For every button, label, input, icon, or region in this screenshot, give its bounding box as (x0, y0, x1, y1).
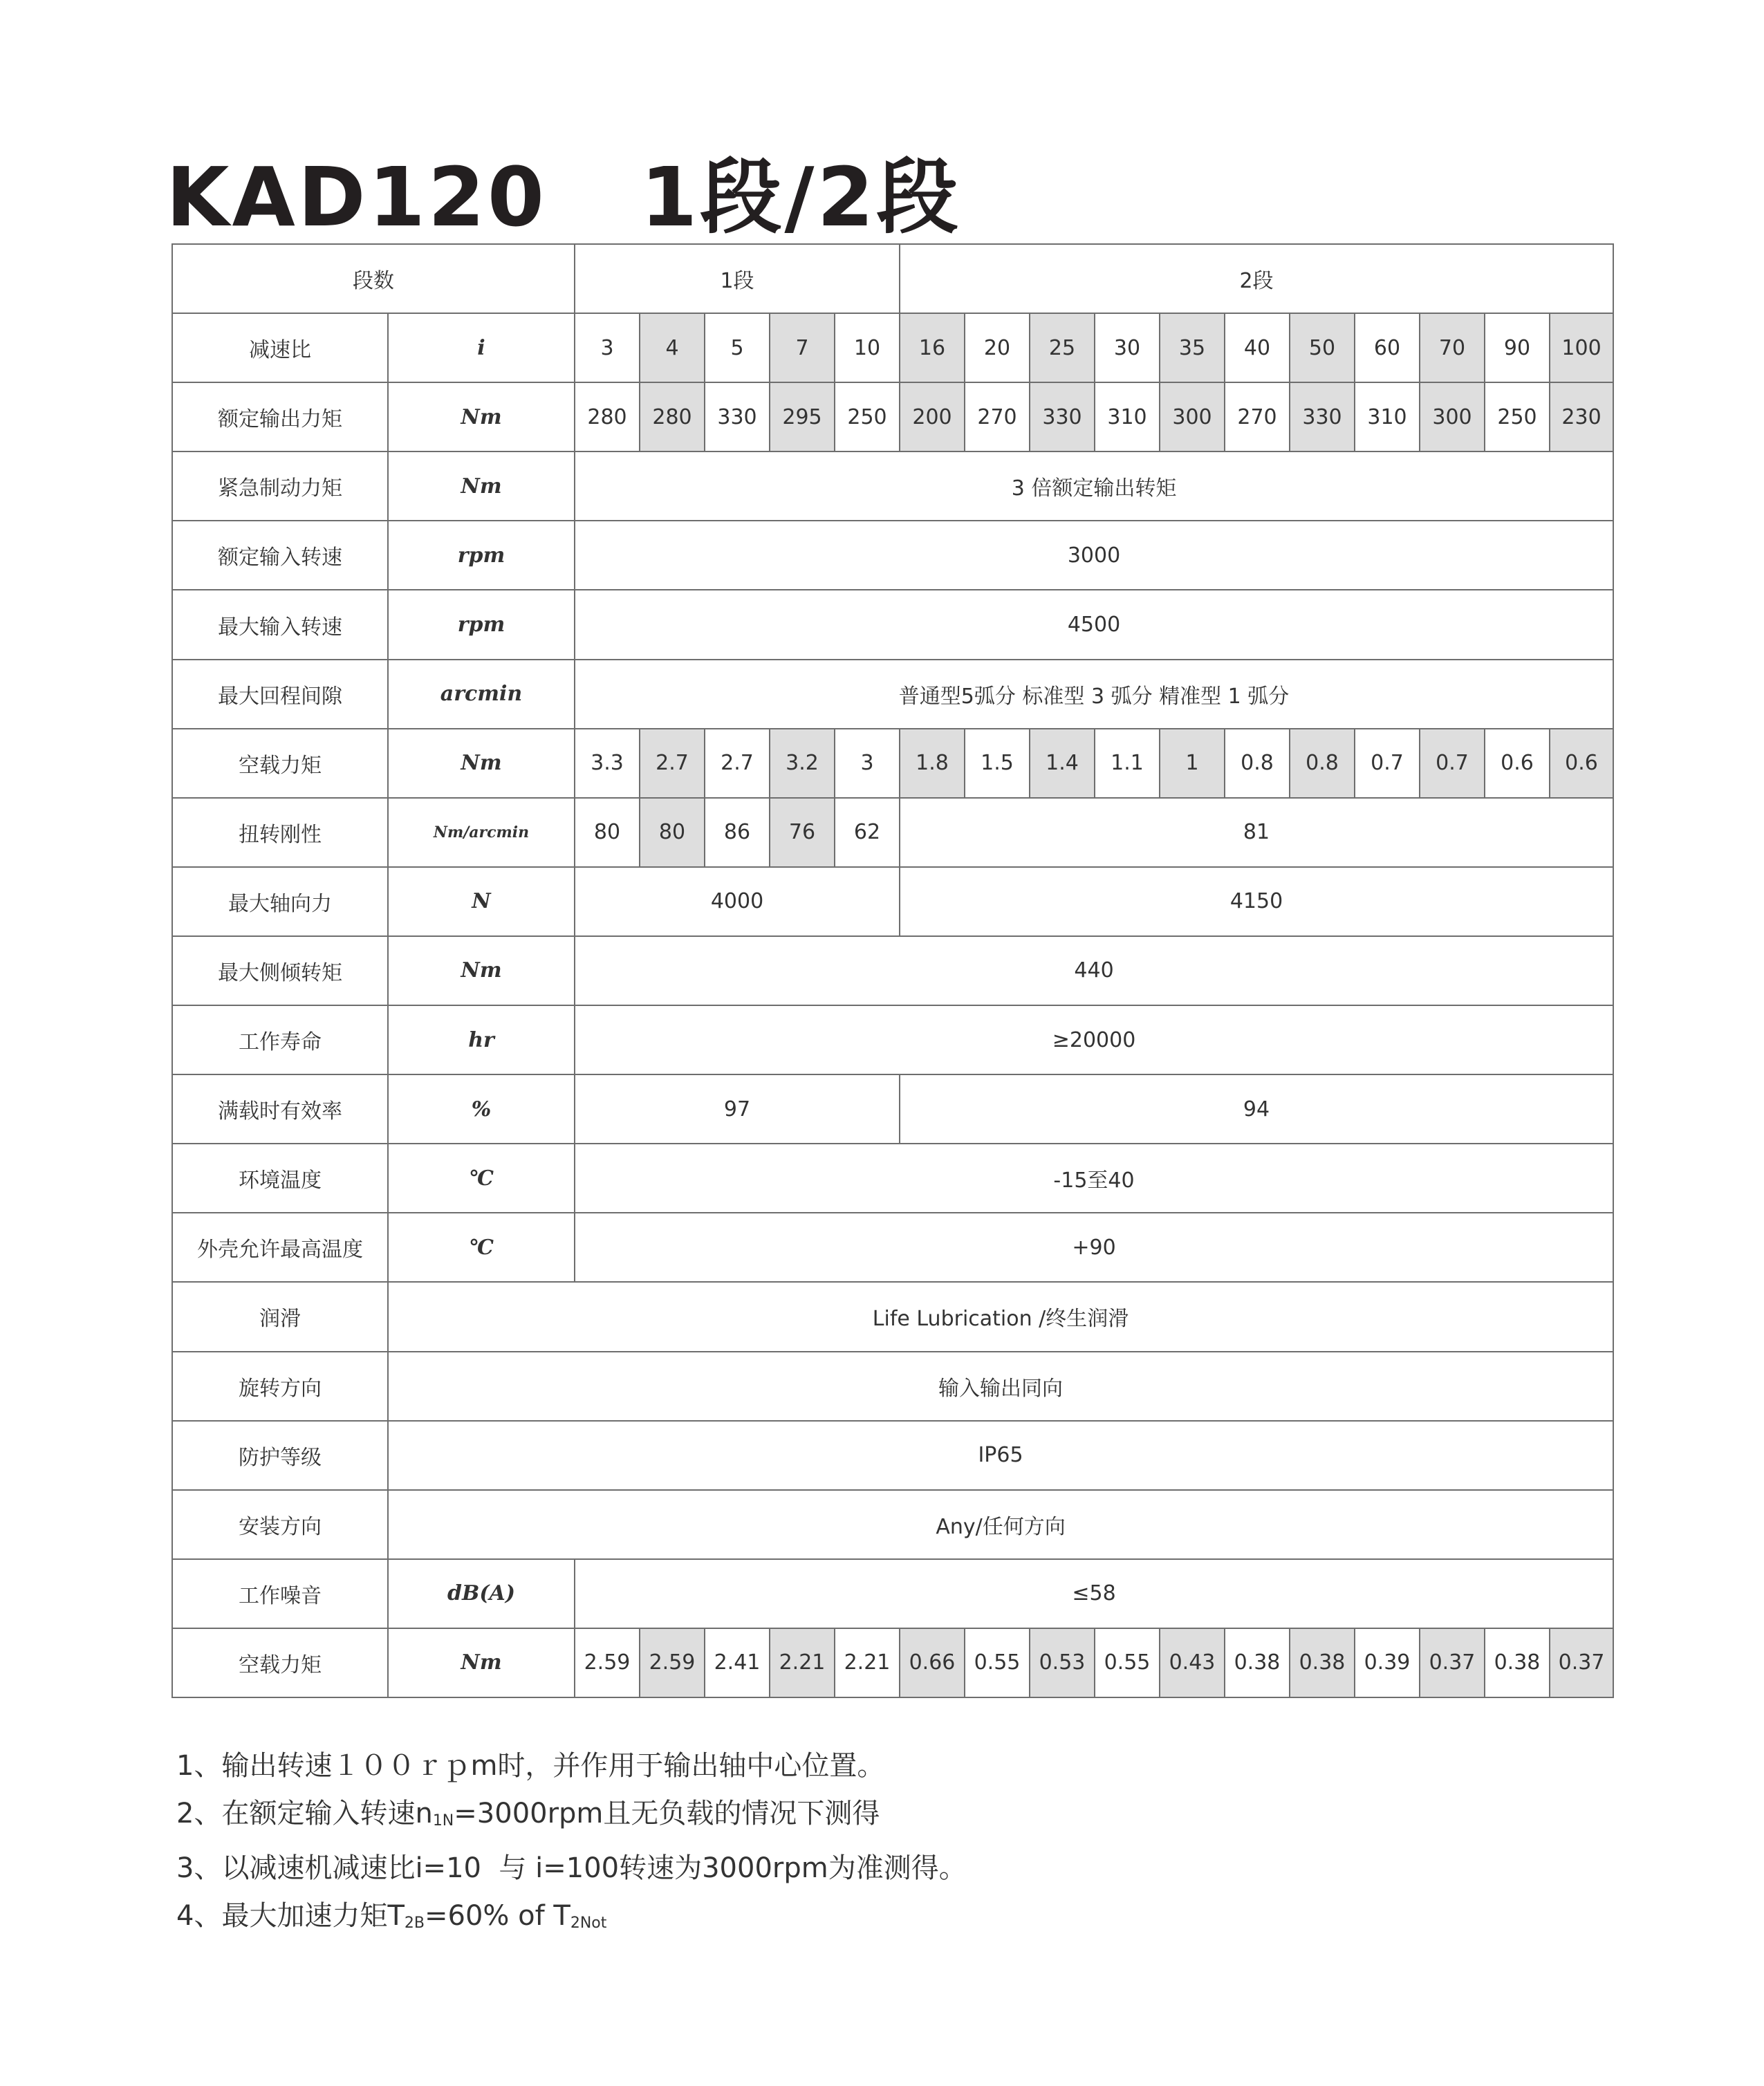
unit-cell: Nm (388, 936, 575, 1005)
value-cell: 0.7 (1420, 729, 1485, 798)
value-cell: 0.37 (1420, 1628, 1485, 1697)
row-label: 满载时有效率 (172, 1074, 388, 1144)
value-cell: Any/任何方向 (388, 1490, 1613, 1559)
value-cell: 0.55 (965, 1628, 1030, 1697)
footnote-2 (176, 1790, 967, 1845)
value-cell: 300 (1160, 382, 1225, 451)
header-row (172, 244, 1613, 313)
value-cell: 250 (835, 382, 900, 451)
row-label: 额定输入转速 (172, 521, 388, 590)
value-cell: 普通型5弧分 标准型 3 弧分 精准型 1 弧分 (575, 660, 1613, 729)
value-cell: 440 (575, 936, 1613, 1005)
value-cell: 270 (1225, 382, 1290, 451)
value-cell: 40 (1225, 313, 1290, 382)
row-backlash (172, 660, 1613, 729)
row-label: 工作寿命 (172, 1005, 388, 1074)
value-cell: IP65 (388, 1421, 1613, 1490)
value-cell: 300 (1420, 382, 1485, 451)
unit-cell: hr (388, 1005, 575, 1074)
row-label: 扭转刚性 (172, 798, 388, 867)
footnote-3: 3、以减速机减速比i=10 与 i=100转速为3000rpm为准测得。 (176, 1852, 967, 1884)
row-noise (172, 1559, 1613, 1628)
unit-cell: N (388, 867, 575, 936)
value-cell: 0.38 (1225, 1628, 1290, 1697)
value-cell: 1.4 (1030, 729, 1095, 798)
value-cell: 80 (575, 798, 640, 867)
unit-cell: % (388, 1074, 575, 1144)
row-max-housing-temp (172, 1213, 1613, 1282)
unit-cell: Nm (388, 729, 575, 798)
value-cell: 输入输出同向 (388, 1352, 1613, 1421)
value-cell: 250 (1485, 382, 1550, 451)
footnote-4-subscript-2: 2Not (570, 1915, 607, 1932)
value-cell: 0.38 (1290, 1628, 1355, 1697)
value-cell: 0.8 (1290, 729, 1355, 798)
value-cell: 2.59 (640, 1628, 705, 1697)
footnote-1: 1、输出转速１００ｒｐm时，并作用于输出轴中心位置。 (176, 1750, 885, 1782)
row-label: 润滑 (172, 1282, 388, 1351)
stage2-header: 2段 (900, 244, 1613, 313)
value-cell: 50 (1290, 313, 1355, 382)
footnote-4-text: 4、最大加速力矩T (176, 1900, 405, 1932)
row-max-tilting-torque (172, 936, 1613, 1005)
row-label: 空载力矩 (172, 729, 388, 798)
footnote-2-subscript: 1N (432, 1812, 454, 1829)
row-label: 安装方向 (172, 1490, 388, 1559)
unit-cell: ℃ (388, 1144, 575, 1213)
value-cell: 2.7 (640, 729, 705, 798)
value-cell: 2.41 (705, 1628, 770, 1697)
row-label: 紧急制动力矩 (172, 451, 388, 521)
value-cell: 2.21 (770, 1628, 835, 1697)
value-cell: 0.43 (1160, 1628, 1225, 1697)
unit-cell: rpm (388, 590, 575, 659)
value-cell: Life Lubrication /终生润滑 (388, 1282, 1613, 1351)
value-cell: -15至40 (575, 1144, 1613, 1213)
value-cell: 3 倍额定输出转矩 (575, 451, 1613, 521)
value-cell: 0.37 (1550, 1628, 1613, 1697)
value-cell: 0.55 (1095, 1628, 1160, 1697)
row-label: 最大回程间隙 (172, 660, 388, 729)
value-cell: 90 (1485, 313, 1550, 382)
row-label: 空载力矩 (172, 1628, 388, 1697)
value-cell: 280 (575, 382, 640, 451)
value-cell: 3.3 (575, 729, 640, 798)
row-max-axial-force (172, 867, 1613, 936)
value-cell: 25 (1030, 313, 1095, 382)
value-cell: 1.8 (900, 729, 965, 798)
value-cell: 295 (770, 382, 835, 451)
row-rated-torque (172, 382, 1613, 451)
value-cell-stage2: 94 (900, 1074, 1613, 1144)
row-torsional-rigidity (172, 798, 1613, 867)
row-label: 额定输出力矩 (172, 382, 388, 451)
value-cell: 330 (705, 382, 770, 451)
value-cell: 0.39 (1355, 1628, 1420, 1697)
value-cell: 2.59 (575, 1628, 640, 1697)
value-cell: 3000 (575, 521, 1613, 590)
value-cell: 0.8 (1225, 729, 1290, 798)
row-label: 最大侧倾转矩 (172, 936, 388, 1005)
unit-cell: Nm (388, 1628, 575, 1697)
unit-cell: Nm (388, 451, 575, 521)
stage1-header: 1段 (575, 244, 900, 313)
unit-cell: ℃ (388, 1213, 575, 1282)
value-cell-stage2: 4150 (900, 867, 1613, 936)
row-label: 旋转方向 (172, 1352, 388, 1421)
value-cell: 100 (1550, 313, 1613, 382)
value-cell: 270 (965, 382, 1030, 451)
unit-cell: rpm (388, 521, 575, 590)
row-label: 防护等级 (172, 1421, 388, 1490)
row-mounting (172, 1490, 1613, 1559)
value-cell: 7 (770, 313, 835, 382)
row-label: 工作噪音 (172, 1559, 388, 1628)
value-cell: 200 (900, 382, 965, 451)
row-service-life (172, 1005, 1613, 1074)
value-cell: ≥20000 (575, 1005, 1613, 1074)
row-emergency-torque (172, 451, 1613, 521)
unit-cell: Nm/arcmin (388, 798, 575, 867)
value-cell-stage2: 81 (900, 798, 1613, 867)
value-cell: 2.7 (705, 729, 770, 798)
row-max-input-speed (172, 590, 1613, 659)
unit-cell: dB(A) (388, 1559, 575, 1628)
row-no-load-torque-2 (172, 1628, 1613, 1697)
value-cell-stage1: 4000 (575, 867, 900, 936)
value-cell-stage1: 97 (575, 1074, 900, 1144)
footnote-4-subscript-1: 2B (404, 1915, 425, 1932)
value-cell: +90 (575, 1213, 1613, 1282)
footnote-2-text-end: =3000rpm且无负载的情况下测得 (454, 1798, 880, 1829)
row-lubrication (172, 1282, 1613, 1351)
row-protection-class (172, 1421, 1613, 1490)
unit-cell: Nm (388, 382, 575, 451)
row-label: 最大轴向力 (172, 867, 388, 936)
value-cell: 4500 (575, 590, 1613, 659)
value-cell: 2.21 (835, 1628, 900, 1697)
value-cell: 20 (965, 313, 1030, 382)
value-cell: 330 (1030, 382, 1095, 451)
row-ratio (172, 313, 1613, 382)
unit-cell: arcmin (388, 660, 575, 729)
row-label: 外壳允许最高温度 (172, 1213, 388, 1282)
value-cell: 4 (640, 313, 705, 382)
value-cell: 0.53 (1030, 1628, 1095, 1697)
spec-table-body (172, 244, 1613, 1697)
row-ambient-temp (172, 1144, 1613, 1213)
value-cell: 35 (1160, 313, 1225, 382)
value-cell: 16 (900, 313, 965, 382)
value-cell: 80 (640, 798, 705, 867)
row-label: 减速比 (172, 313, 388, 382)
value-cell: 1.1 (1095, 729, 1160, 798)
footnotes (176, 1742, 967, 1947)
value-cell: 5 (705, 313, 770, 382)
row-label: 环境温度 (172, 1144, 388, 1213)
row-rated-input-speed (172, 521, 1613, 590)
row-label: 最大输入转速 (172, 590, 388, 659)
value-cell: 86 (705, 798, 770, 867)
spec-table (171, 243, 1614, 1698)
value-cell: 3 (835, 729, 900, 798)
value-cell: 3 (575, 313, 640, 382)
footnote-4 (176, 1892, 967, 1947)
value-cell: 1 (1160, 729, 1225, 798)
footnote-4-text-mid: =60% of T (424, 1900, 570, 1932)
value-cell: 70 (1420, 313, 1485, 382)
value-cell: ≤58 (575, 1559, 1613, 1628)
value-cell: 280 (640, 382, 705, 451)
value-cell: 0.66 (900, 1628, 965, 1697)
value-cell: 10 (835, 313, 900, 382)
value-cell: 0.38 (1485, 1628, 1550, 1697)
value-cell: 3.2 (770, 729, 835, 798)
row-efficiency (172, 1074, 1613, 1144)
unit-cell: i (388, 313, 575, 382)
value-cell: 60 (1355, 313, 1420, 382)
value-cell: 230 (1550, 382, 1613, 451)
stage-count-header: 段数 (172, 244, 575, 313)
row-rotation-direction (172, 1352, 1613, 1421)
footnote-2-text: 2、在额定输入转速n (176, 1798, 433, 1829)
row-no-load-torque (172, 729, 1613, 798)
value-cell: 330 (1290, 382, 1355, 451)
value-cell: 1.5 (965, 729, 1030, 798)
value-cell: 30 (1095, 313, 1160, 382)
value-cell: 310 (1095, 382, 1160, 451)
value-cell: 310 (1355, 382, 1420, 451)
page-title: KAD120 1段/2段 (166, 149, 961, 245)
value-cell: 0.6 (1485, 729, 1550, 798)
value-cell: 0.6 (1550, 729, 1613, 798)
value-cell: 0.7 (1355, 729, 1420, 798)
value-cell: 62 (835, 798, 900, 867)
value-cell: 76 (770, 798, 835, 867)
